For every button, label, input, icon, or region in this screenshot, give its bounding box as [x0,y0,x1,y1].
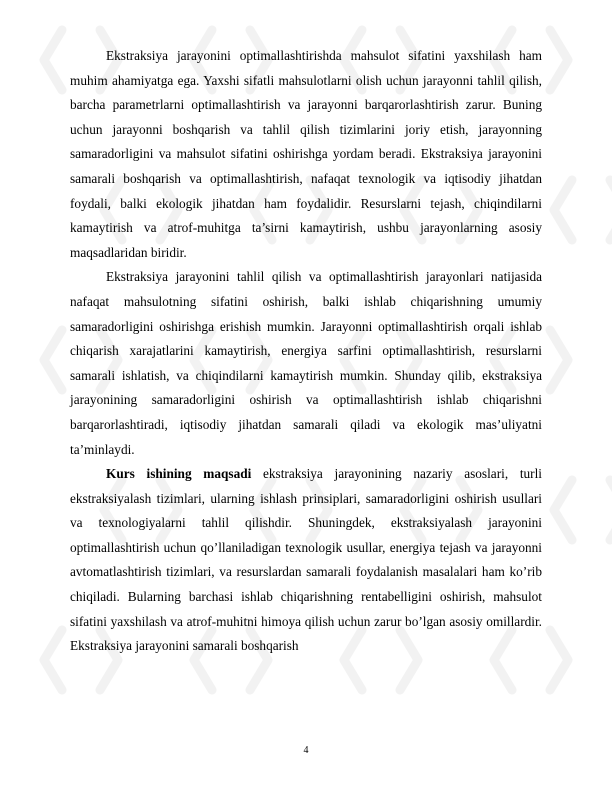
watermark-bracket-left [554,180,572,240]
paragraph-2-text: Ekstraksiya jarayonini tahlil qilish va optimallashtirish jarayonlari natijasida nafaqat mahsulotning sifatini oshirish, balki ishlab chiqarishning umumiy samaradorligini oshirishga erishish mumkin. Jarayonni optimallashtirish orqali ishlab chiqarish xarajatlarini kamaytirish, energiya sarfini optimallashtirish, resurslarni samarali ishlatish, va chiqindilarni kamaytirish mumkin. Shunday qilib, ekstraksiya jarayonining samaradorligini oshirish va optimallashtirish ishlab chiqarishni barqarorlashtiradi, iqtisodiy jihatdan samarali qiladi va ekologik mas’uliyatni ta’minlaydi. [70,269,542,457]
watermark-bracket-right [550,330,568,390]
watermark-bracket-right [550,30,568,90]
watermark-bracket-left [44,630,62,690]
body-text [70,44,542,659]
paragraph-3-lead: Kurs ishining maqsadi [106,466,252,482]
page-number: 4 [303,745,309,756]
watermark-bracket-left [44,30,62,90]
paragraph-2 [70,265,542,462]
paragraph-3-text: ekstraksiya jarayonining nazariy asoslari, turli ekstraksiyalash tizimlari, ularning ishlash prinsiplari, samaradorligini oshirish usullari va texnologiyalarni tahlil qilishdir. Shuningdek, ekstraksiyalash jarayonini optimallashtirish uchun qo’llaniladigan texnologik usullar, energiya tejash va jarayonni avtomatlashtirish tizimlari, va resurslardan samarali foydalanish masalalari ham ko’rib chiqiladi. Bularning barchasi ishlab chiqarishning rentabelligini oshirish, mahsulot sifatini yaxshilash va atrof-muhitni himoya qilish uchun zarur bo’lgan asosiy omillardir. Ekstraksiya jarayonini samarali boshqarish [70,466,542,654]
paragraph-1-text: Ekstraksiya jarayonini optimallashtirishda mahsulot sifatini yaxshilash ham muhim ahamiyatga ega. Yaxshi sifatli mahsulotlarni olish uchun jarayonni tahlil qilish, barcha parametrlarni optimallashtirish va jarayonni barqarorlashtirish zarur. Buning uchun jarayonni boshqarish va tahlil qilish tizimlarini joriy etish, jarayonning samaradorligini va mahsulot sifatini oshirishga yordam beradi. Ekstraksiya jarayonini samarali boshqarish va optimallashtirish, nafaqat texnologik va iqtisodiy jihatdan foydali, balki ekologik jihatdan ham foydalidir. Resurslarni tejash, chiqindilarni kamaytirish va atrof-muhitga ta’sirni kamaytirish, ushbu jarayonlarning asosiy maqsadlaridan biridir. [70,48,542,260]
paragraph-1 [70,44,542,265]
paragraph-3 [70,462,542,659]
watermark-bracket-left [44,330,62,390]
watermark-bracket-left [554,480,572,540]
watermark-bracket-right [550,630,568,690]
